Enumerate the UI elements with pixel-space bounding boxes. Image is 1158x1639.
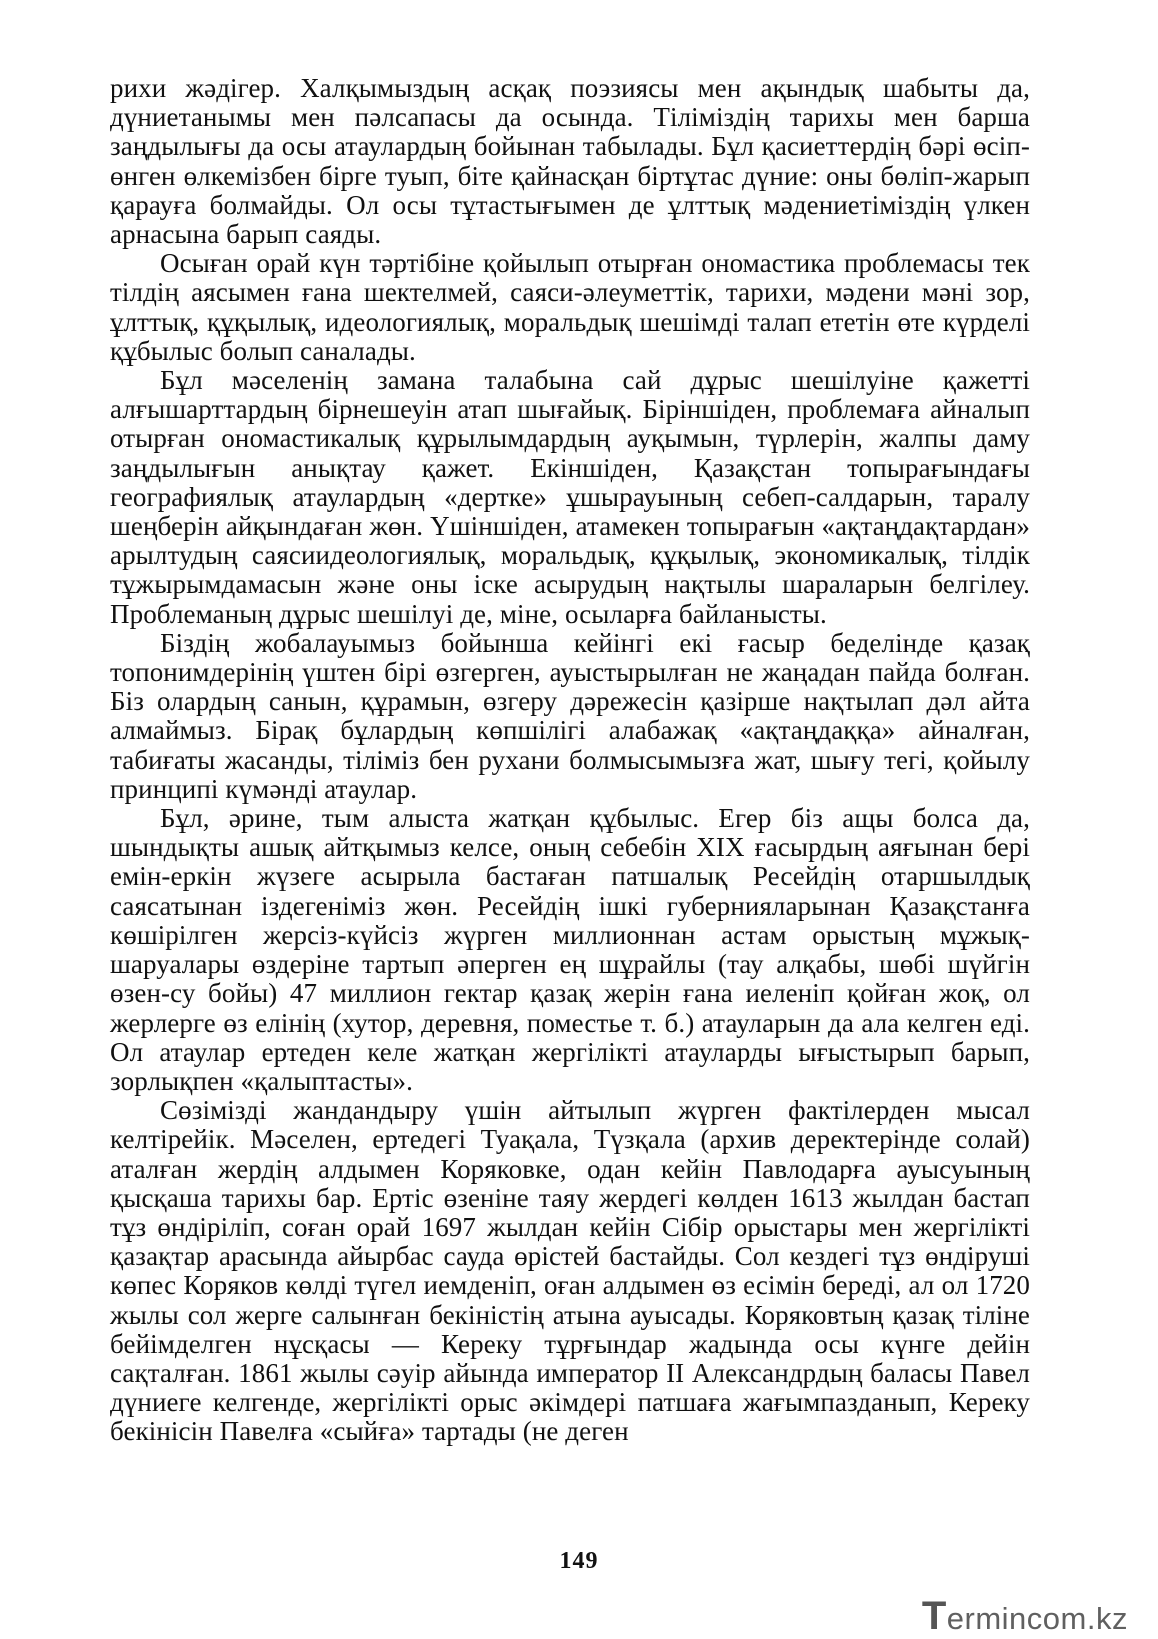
page-number: 149 [559,1548,599,1574]
paragraph-2: Осыған орай күн тәртібіне қойылып отырған ономастика проблемасы тек тілдің аясымен ғана шектелмей, саяси-әлеуметтік, тарихи, мәдени мәні зор, ұлттық, құқылық, идеологиялық, моральдық шешімді талап ететін өте күрделі құбылыс болып саналады. [110,248,1030,366]
site-watermark [922,1594,1128,1639]
paragraph-3: Бұл мәселенің замана талабына сай дұрыс шешілуіне қажетті алғышарттардың бірнешеуін атап шығайық. Біріншіден, проблемаға айналып отырған ономастикалық құрылымдардың ауқымын, түрлерін, жалпы даму заңдылығын анықтау қажет. Екіншіден, Қазақстан топырағындағы географиялық атаулардың «дертке» ұшырауының себеп-салдарын, таралу шеңберін айқындаған жөн. Үшіншіден, атамекен топырағын «ақтаңдақтардан» арылтудың саясиидеологиялық, моральдық, құқылық, экономикалық, тілдік тұжырымдамасын және оны іске асырудың нақтылы шараларын белгілеу. Проблеманың дұрыс шешілуі де, міне, осыларға байланысты. [110,365,1030,629]
page-body-text [110,74,1030,1447]
paragraph-6: Сөзімізді жандандыру үшін айтылып жүрген фактілерден мысал келтірейік. Мәселен, ертедегі Туақала, Түзқала (архив деректерінде солай) аталған жердің алдымен Коряковке, одан кейін Павлодарға ауысуының қысқаша тарихы бар. Ертіс өзеніне таяу жердегі көлден 1613 жылдан бастап тұз өндіріліп, соған орай 1697 жылдан кейін Сібір орыстары мен жергілікті қазақтар арасында айырбас сауда өрістей бастайды. Сол кездегі тұз өндіруші көпес Коряков көлді түгел иемденіп, оған алдымен өз есімін береді, ал ол 1720 жылы сол жерге салынған бекіністің атына ауысады. Коряковтың қазақ тіліне бейімделген нұсқасы — Кереку тұрғындар жадында осы күнге дейін сақталған. 1861 жылы сәуір айында император II Александрдың баласы Павел дүниеге келгенде, жергілікті орыс әкімдері патшаға жағымпазданып, Кереку бекінісін Павелға «сыйға» тартады (не деген [110,1095,1030,1447]
watermark-suffix: .kz [1086,1601,1128,1636]
paragraph-5: Бұл, әрине, тым алыста жатқан құбылыс. Егер біз ащы болса да, шындықты ашық айтқымыз келсе, оның себебін XIX ғасырдың аяғынан бері емін-еркін жүзеге асырыла бастаған патшалық Ресейдің отаршылдық саясатынан іздегеніміз жөн. Ресейдің ішкі губернияларынан Қазақстанға көшірілген жерсіз-күйсіз жүрген миллионнан астам орыстың мұжық-шаруалары өздеріне тартып әперген ең шұрайлы (тау алқабы, шөбі шүйгін өзен-су бойы) 47 миллион гектар қазақ жерін ғана иеленіп қойған жоқ, ол жерлерге өз елінің (хутор, деревня, поместье т. б.) атауларын да ала келген еді. Ол атаулар ертеден келе жатқан жергілікті атауларды ығыстырып барып, зорлықпен «қалыптасты». [110,803,1030,1096]
watermark-middle: ermincom [946,1601,1087,1636]
paragraph-1: рихи жәдігер. Халқымыздың асқақ поэзиясы мен ақындық шабыты да, дүниетанымы мен пәлсапасы да осында. Тіліміздің тарихы мен барша заңдылығы да осы атаулардың бойынан табылады. Бұл қасиеттердің бәрі өсіп-өнген өлкемізбен бірге туып, біте қайнасқан біртұтас дүние: оны бөліп-жарып қарауға болмайды. Ол осы тұтастығымен де ұлттық мәдениетіміздің үлкен арнасына барып саяды. [110,73,1030,250]
watermark-prefix: T [921,1594,947,1638]
paragraph-4: Біздің жобалауымыз бойынша кейінгі екі ғасыр беделінде қазақ топонимдерінің үштен бірі өзгерген, ауыстырылған не жаңадан пайда болған. Біз олардың санын, құрамын, өзгеру дәрежесін қазірше нақтылап дәл айта алмаймыз. Бірақ бұлардың көпшілігі алабажақ «ақтаңдаққа» айналған, табиғаты жасанды, тіліміз бен рухани болмысымызға жат, шығу тегі, қойылу принципі күмәнді атаулар. [110,627,1030,804]
